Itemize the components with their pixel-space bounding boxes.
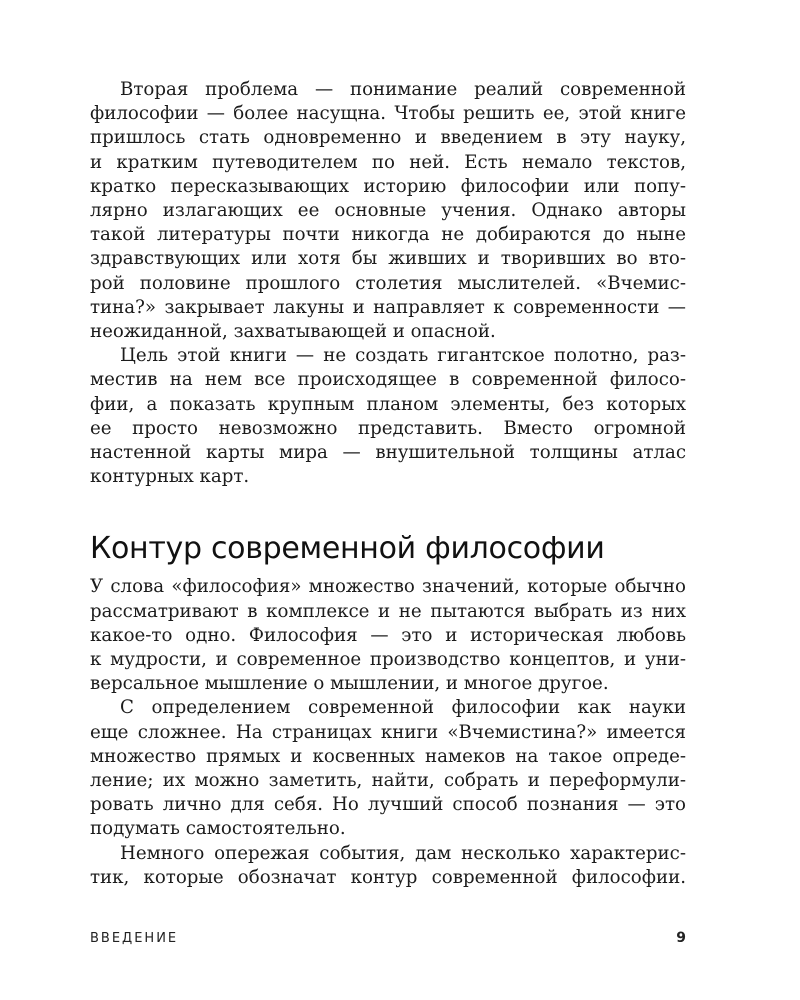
text-line: подумать самостоятельно. <box>90 818 346 840</box>
page-body <box>90 70 686 890</box>
text-line: У слова «философия» множество значений, которые обычно <box>90 576 686 598</box>
text-line: неожиданной, захватывающей и опасной. <box>90 321 496 343</box>
text-line: философии — более насущна. Чтобы решить ее, этой книге <box>90 103 686 125</box>
text-line: версальное мышление о мышлении, и многое другое. <box>90 673 609 695</box>
text-line: такой литературы почти никогда не добираются до ныне <box>90 224 686 246</box>
text-line: фии, а показать крупным планом элементы, без которых <box>90 393 686 415</box>
text-line: Вторая проблема — понимание реалий современной <box>120 79 686 100</box>
page-footer <box>90 930 686 948</box>
running-footer-section: ВВЕДЕНИЕ <box>90 931 179 946</box>
section-paragraph-2 <box>90 696 686 841</box>
text-line: тик, которые обозначат контур современной философии. <box>90 866 686 888</box>
intro-paragraph-2 <box>90 344 686 489</box>
text-line: С определением современной философии как науки <box>120 697 686 719</box>
page-number: 9 <box>676 930 686 946</box>
text-line: кратко пересказывающих историю философии или попу- <box>90 175 686 197</box>
section-paragraph-1 <box>90 575 686 696</box>
section-heading: Контур современной философии <box>90 531 605 567</box>
text-line: множество прямых и косвенных намеков на такое опреде- <box>90 745 686 767</box>
text-line: контурных карт. <box>90 466 250 488</box>
text-line: Немного опережая события, дам несколько характерис- <box>120 842 686 864</box>
text-line: Цель этой книги — не создать гигантское полотно, раз- <box>120 345 686 367</box>
text-line: ление; их можно заметить, найти, собрать и переформули- <box>90 770 686 792</box>
text-line: лярно излагающих ее основные учения. Однако авторы <box>90 200 686 222</box>
intro-paragraph-1 <box>90 78 686 344</box>
section-paragraph-3 <box>90 842 686 890</box>
text-line: здравствующих или хотя бы живших и творивших во вто- <box>90 248 686 270</box>
text-line: пришлось стать одновременно и введением в эту науку, <box>90 127 686 149</box>
text-line: какое-то одно. Философия — это и историческая любовь <box>90 624 686 646</box>
text-line: еще сложнее. На страницах книги «Вчемистина?» имеется <box>90 721 686 743</box>
text-line: ровать лично для себя. Но лучший способ познания — это <box>90 794 686 816</box>
text-line: к мудрости, и современное производство концептов, и уни- <box>90 649 686 671</box>
text-line: рассматривают в комплексе и не пытаются выбрать из них <box>90 600 686 622</box>
text-line: ее просто невозможно представить. Вместо огромной <box>90 417 686 439</box>
text-line: местив на нем все происходящее в современной филосо- <box>90 369 686 391</box>
text-line: тина?» закрывает лакуны и направляет к современности — <box>90 296 686 318</box>
text-line: и кратким путеводителем по ней. Есть немало текстов, <box>90 151 686 173</box>
text-line: рой половине прошлого столетия мыслителей. «Вчемис- <box>90 272 686 294</box>
text-line: настенной карты мира — внушительной толщины атлас <box>90 442 686 464</box>
